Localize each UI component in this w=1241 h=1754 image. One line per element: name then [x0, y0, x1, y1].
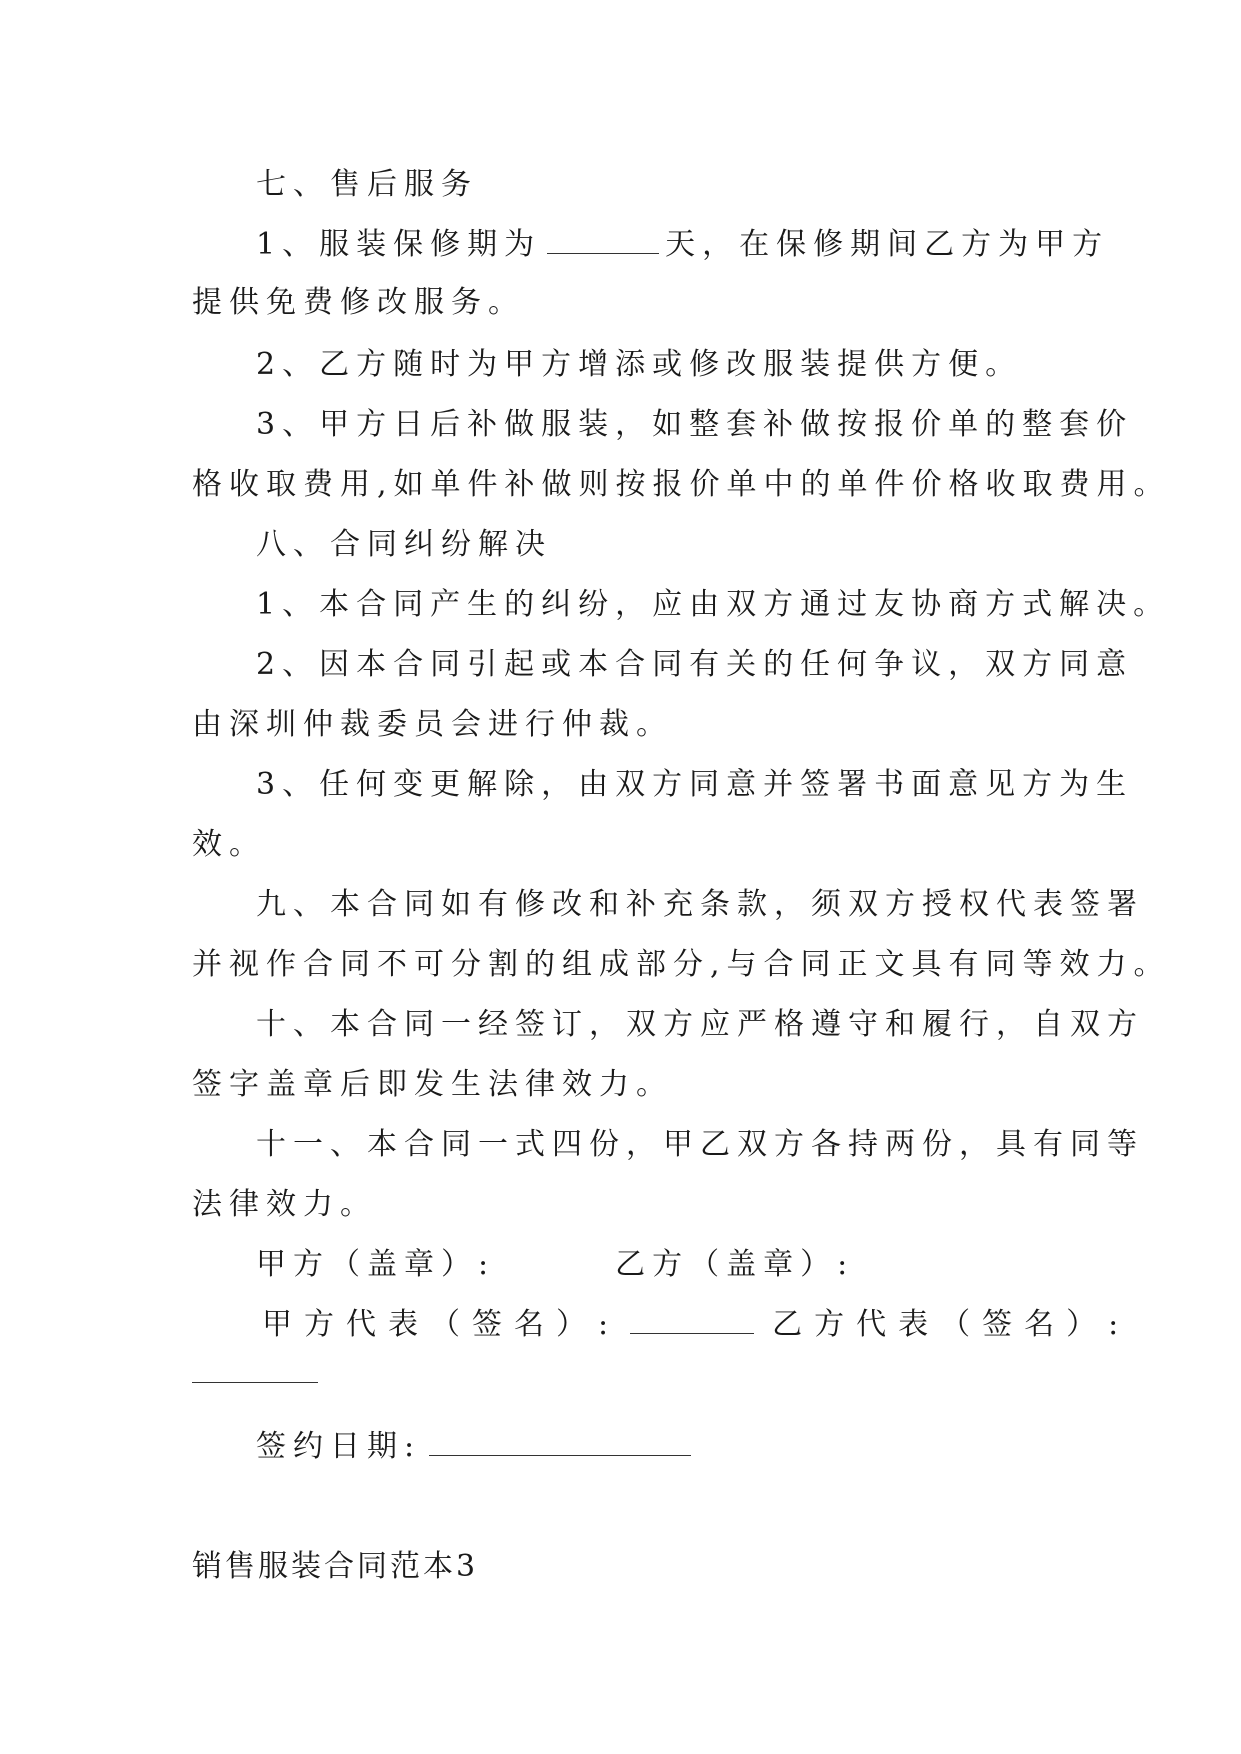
- section-8-item-1: 1、本合同产生的纠纷，应由双方通过友协商方式解决。: [256, 587, 1171, 622]
- section-7-item-1-text-b: 天，在保修期间乙方为甲方: [665, 227, 1110, 262]
- section-8-item-2-cont: 由深圳仲裁委员会进行仲裁。: [192, 707, 673, 742]
- section-7-item-1: [256, 227, 1110, 262]
- section-11: 十一、本合同一式四份，甲乙双方各持两份，具有同等: [256, 1127, 1144, 1162]
- party-a-seal-label: 甲方（盖章）:: [256, 1247, 496, 1282]
- section-8-item-2: 2、因本合同引起或本合同有关的任何争议，双方同意: [256, 647, 1134, 682]
- section-9: 九、本合同如有修改和补充条款，须双方授权代表签署: [256, 887, 1144, 922]
- party-b-rep-signature-blank: [192, 1382, 318, 1383]
- section-7-item-3: 3、甲方日后补做服装，如整套补做按报价单的整套价: [256, 407, 1134, 442]
- section-11-cont: 法律效力。: [192, 1187, 377, 1222]
- signing-date-blank: [429, 1454, 691, 1456]
- date-row: [256, 1429, 697, 1464]
- section-7-heading: 七、售后服务: [256, 167, 478, 202]
- signing-date-label: 签约日期:: [256, 1429, 422, 1464]
- party-a-rep-label: 甲方代表（签名）:: [262, 1307, 621, 1342]
- section-10: 十、本合同一经签订，双方应严格遵守和履行，自双方: [256, 1007, 1144, 1042]
- party-b-seal-label: 乙方（盖章）:: [615, 1247, 855, 1282]
- section-7-item-2: 2、乙方随时为甲方增添或修改服装提供方便。: [256, 347, 1023, 382]
- section-10-cont: 签字盖章后即发生法律效力。: [192, 1067, 673, 1102]
- representative-row: [262, 1307, 1131, 1342]
- section-7-item-1-text-a: 1、服装保修期为: [256, 227, 542, 262]
- section-7-item-1-cont: 提供免费修改服务。: [192, 285, 525, 320]
- party-a-rep-signature-blank: [630, 1332, 754, 1334]
- section-8-item-3-cont: 效。: [192, 827, 266, 862]
- section-7-item-3-cont: 格收取费用,如单件补做则按报价单中的单件价格收取费用。: [192, 467, 1171, 502]
- next-contract-title: 销售服装合同范本3: [192, 1549, 479, 1584]
- warranty-days-blank: [547, 252, 659, 254]
- section-8-item-3: 3、任何变更解除，由双方同意并签署书面意见方为生: [256, 767, 1134, 802]
- seal-row: [256, 1247, 855, 1282]
- section-8-heading: 八、合同纠纷解决: [256, 527, 552, 562]
- party-b-rep-label: 乙方代表（签名）:: [772, 1307, 1131, 1342]
- section-9-cont: 并视作合同不可分割的组成部分,与合同正文具有同等效力。: [192, 947, 1171, 982]
